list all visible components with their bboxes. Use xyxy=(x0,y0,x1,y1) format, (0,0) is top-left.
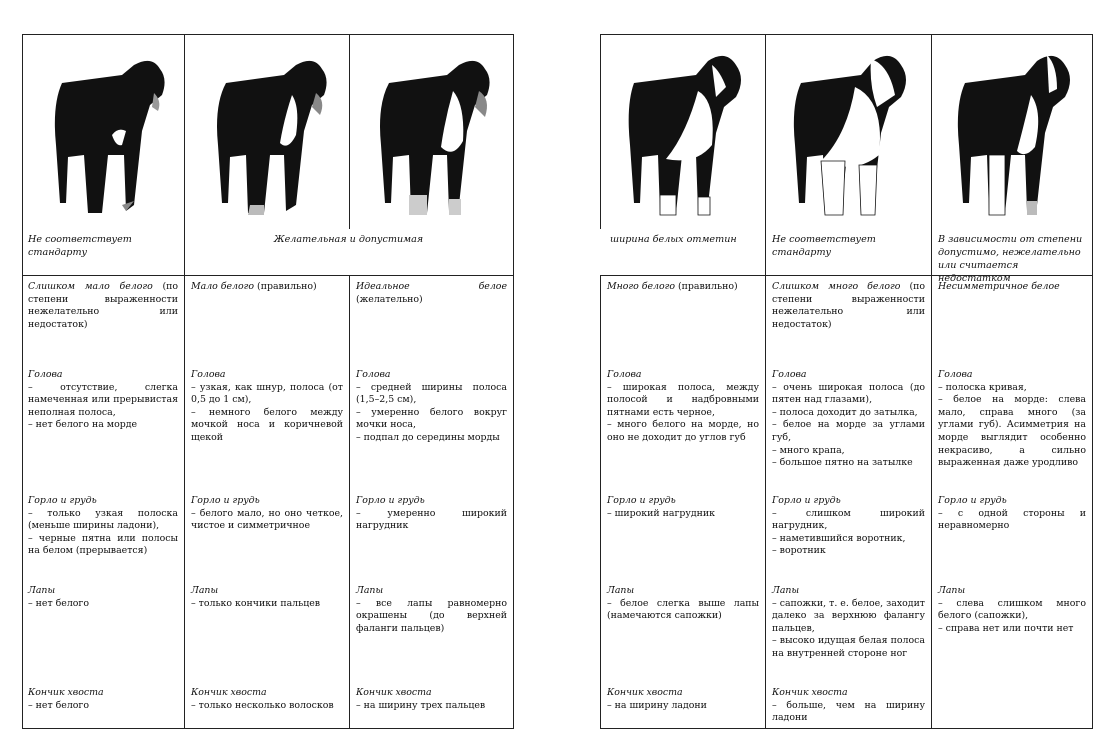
left-page-table xyxy=(22,34,514,729)
left-col-3-tail: Кончик хвоста – на ширину трех пальцев xyxy=(356,687,486,711)
right-col-1-chest: Горло и грудь – широкий нагрудник xyxy=(607,495,716,519)
left-col-1-chest: Горло и грудь – только узкая полоска (меньше ширины ладони), – черные пятна или полосы на белом (прерывается) xyxy=(28,495,178,557)
right-col-3-chest: Горло и грудь – с одной стороны и неравномерно xyxy=(938,495,1086,532)
caption-not-standard-2: Не соответствует стандарту xyxy=(772,234,876,258)
left-col-1-tail: Кончик хвоста – нет белого xyxy=(28,687,104,711)
right-col-1-paws: Лапы – белое слегка выше лапы (намечаются сапожки) xyxy=(607,585,759,622)
right-col-2-title: Слишком много белого (по степени выраженности нежелательно или недостаток) xyxy=(772,281,925,330)
right-col-2-paws: Лапы – сапожки, т. е. белое, заходит далеко за верхнюю фалангу пальцев, – высоко идущая белая полоса на внутренней стороне ног xyxy=(772,585,925,659)
right-col-2-head: Голова – очень широкая полоса (до пятен над глазами), – полоса доходит до затылка, – белое на морде за углами губ, – много крапа, – большое пятно на затылке xyxy=(772,369,925,469)
dog-illustration-4 xyxy=(600,35,765,229)
left-col-3-paws: Лапы – все лапы равномерно окрашены (до верхней фаланги пальцев) xyxy=(356,585,507,634)
left-col-2-head: Голова – узкая, как шнур, полоса (от 0,5 до 1 см), – немного белого между мочкой носа и коричневой щекой xyxy=(191,369,343,443)
right-col-3-title: Несимметричное белое xyxy=(938,281,1060,292)
left-col-3-title: Идеальное белое (желательно) xyxy=(356,281,507,305)
caption-white-width: ширина белых отметин xyxy=(610,234,737,245)
left-col-2-paws: Лапы – только кончики пальцев xyxy=(191,585,321,609)
caption-desired: Желательная и допустимая xyxy=(273,234,424,245)
left-col-1-head: Голова – отсутствие, слегка намеченная или прерывистая неполная полоса, – нет белого на морде xyxy=(28,369,178,431)
left-col-1-title: Слишком мало белого (по степени выраженности нежелательно или недостаток) xyxy=(28,281,179,330)
right-page-table xyxy=(600,34,1093,729)
left-col-2-tail: Кончик хвоста – только несколько волосков xyxy=(191,687,334,711)
right-col-3-paws: Лапы – слева слишком много белого (сапожки), – справа нет или почти нет xyxy=(938,585,1086,634)
right-col-1-head: Голова – широкая полоса, между полосой и надбровными пятнами есть черное, – много белого на морде, но оно не доходит до углов губ xyxy=(607,369,759,443)
caption-depends: В зависимости от степени допустимо, нежелательно или считается недостатком xyxy=(938,234,1083,284)
caption-not-standard: Не соответствует стандарту xyxy=(28,234,132,258)
dog-illustration-3 xyxy=(349,35,513,229)
left-col-3-chest: Горло и грудь – умеренно широкий нагрудник xyxy=(356,495,507,532)
left-col-3-head: Голова – средней ширины полоса (1,5–2,5 см), – умеренно белого вокруг мочки носа, – подпал до середины морды xyxy=(356,369,507,443)
left-col-2-chest: Горло и грудь – белого мало, но оно четкое, чистое и симметричное xyxy=(191,495,343,532)
right-col-2-chest: Горло и грудь – слишком широкий нагрудник, – наметившийся воротник, – воротник xyxy=(772,495,925,557)
right-col-1-title: Много белого (правильно) xyxy=(607,281,738,292)
right-col-2-tail: Кончик хвоста – больше, чем на ширину ладони xyxy=(772,687,925,724)
right-col-3-head: Голова – полоска кривая, – белое на морде: слева мало, справа много (за углами губ). Асимметрия на морде выглядит особенно некрасиво, а сильно выраженная даже уродливо xyxy=(938,369,1086,469)
dog-illustration-2 xyxy=(184,35,349,229)
dog-illustration-6 xyxy=(931,35,1092,229)
left-col-1-paws: Лапы – нет белого xyxy=(28,585,89,609)
left-col-2-title: Мало белого (правильно) xyxy=(191,281,317,292)
right-col-1-tail: Кончик хвоста – на ширину ладони xyxy=(607,687,707,711)
dog-illustration-1 xyxy=(22,35,184,229)
dog-illustration-5 xyxy=(765,35,931,229)
